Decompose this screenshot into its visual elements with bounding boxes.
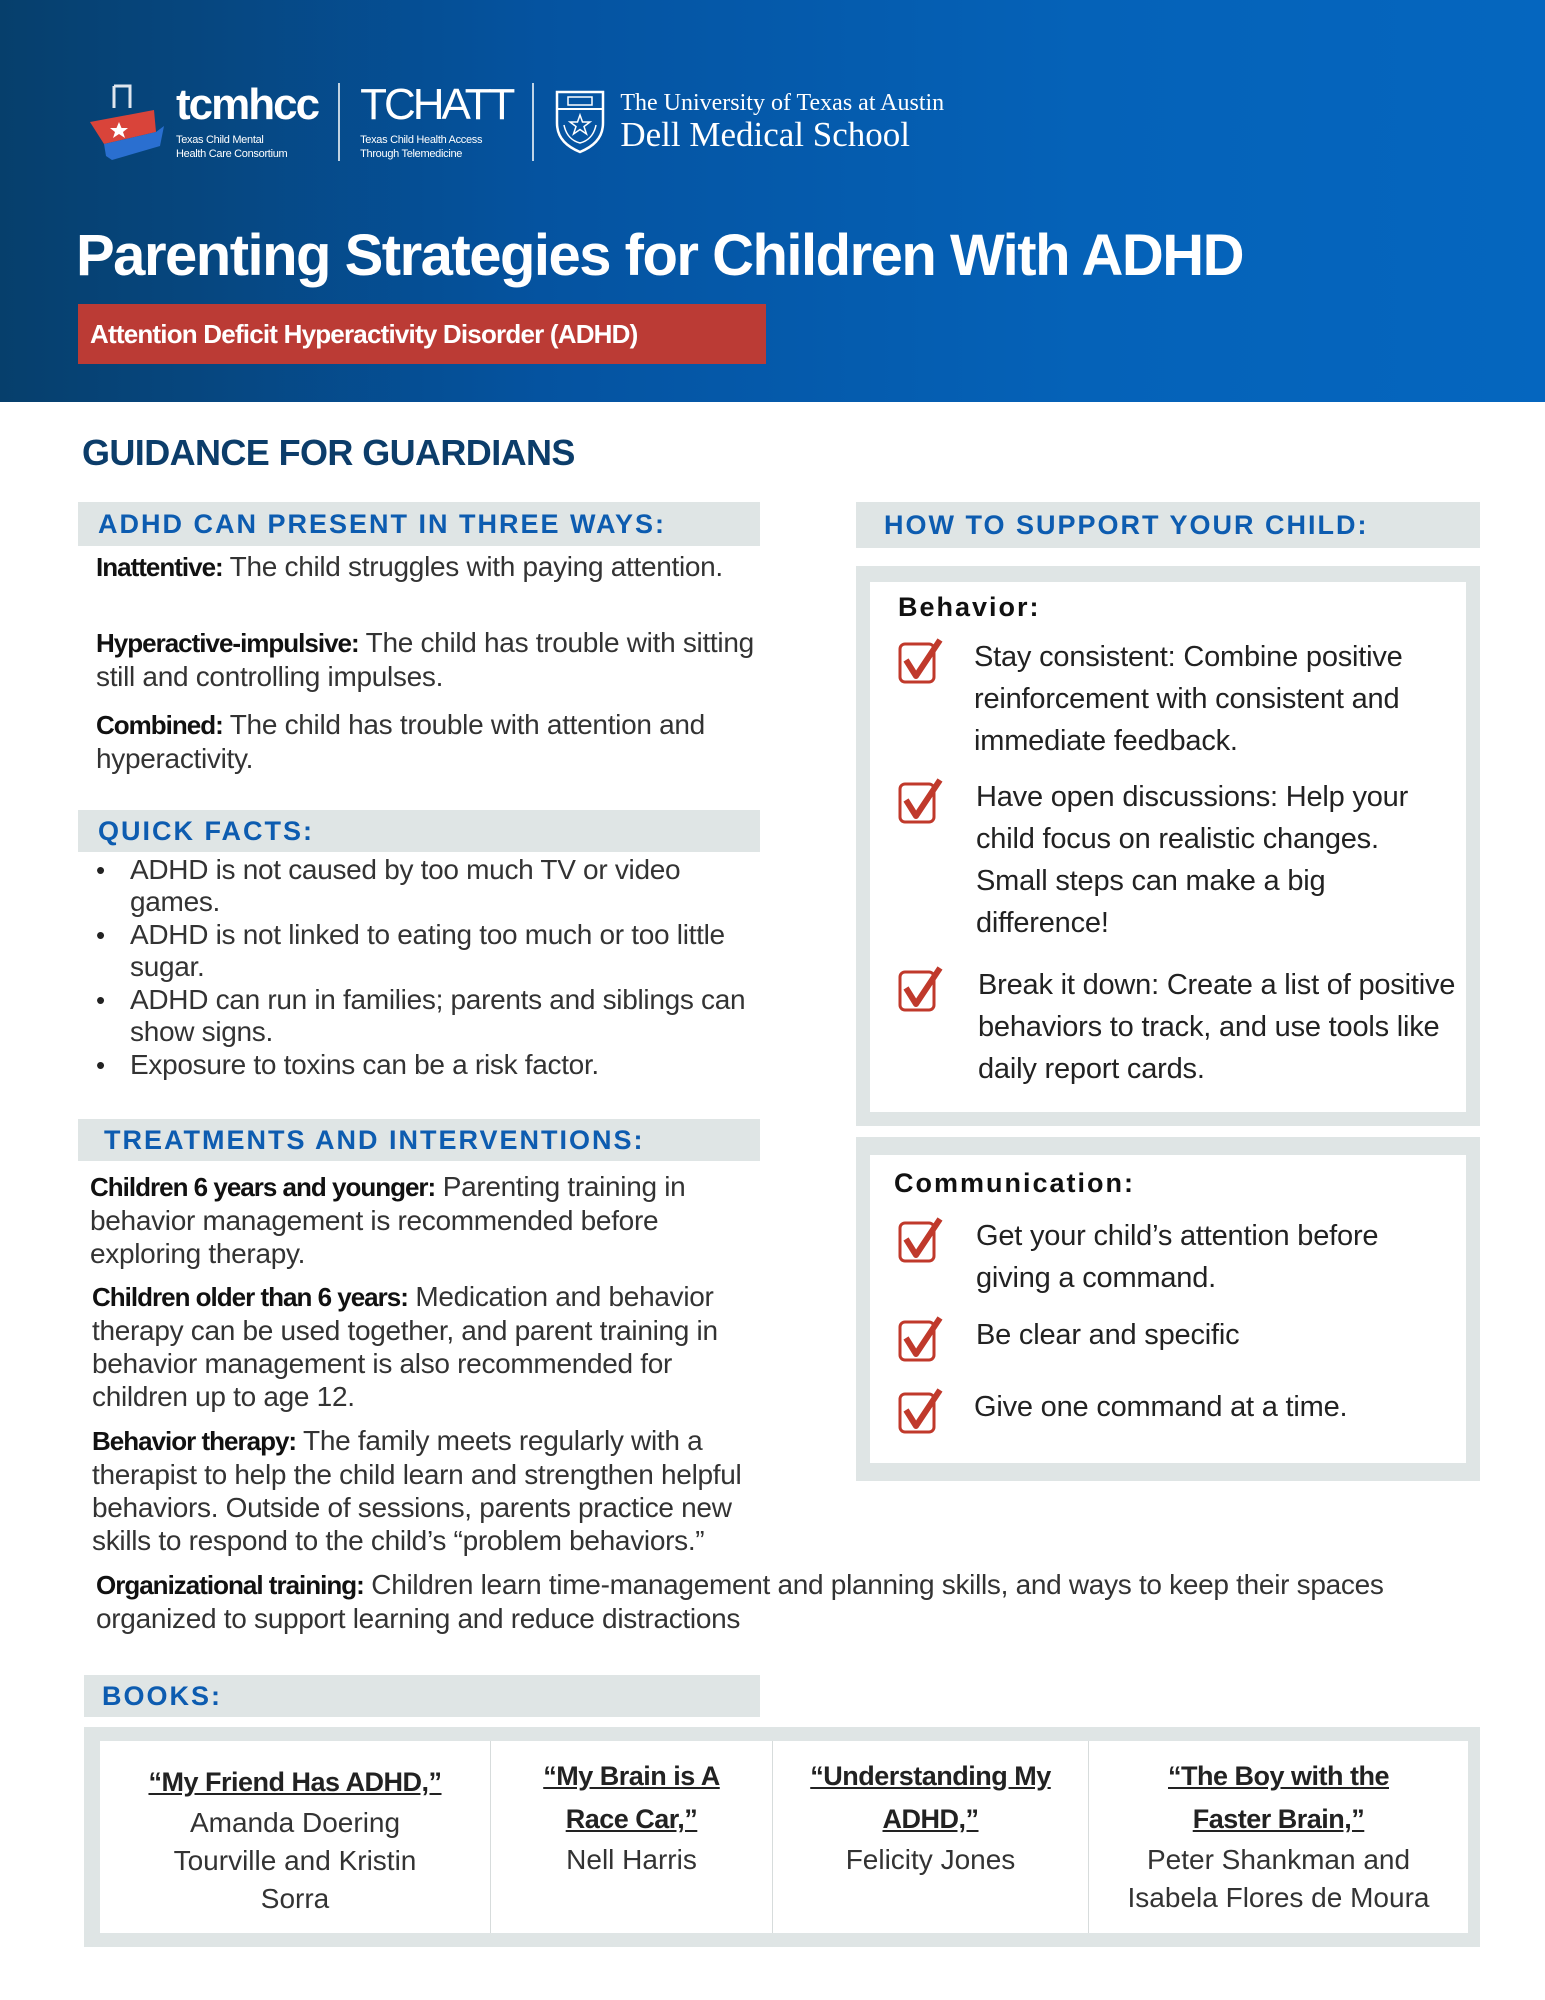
books-list [100, 1741, 1468, 1933]
book-item [1088, 1741, 1468, 1933]
checkbox-checked-icon [898, 1314, 944, 1364]
behavior-item [898, 964, 1458, 1090]
communication-heading: Communication: [894, 1168, 1135, 1198]
treatments-heading: TREATMENTS AND INTERVENTIONS: [78, 1119, 760, 1161]
treatment-label: Children 6 years and younger: [90, 1172, 436, 1202]
presentations-heading: ADHD CAN PRESENT IN THREE WAYS: [78, 502, 760, 546]
presentation-label: Hyperactive-impulsive: [96, 628, 359, 658]
treatment-text: The family meets regularly with a therapist to help the child learn and strengthen helpful behaviors. Outside of sessions, parents practice new skills to respond to the child’s “problem behaviors.” [92, 1425, 742, 1556]
communication-item [898, 1215, 1458, 1299]
ut-shield-icon [554, 89, 606, 155]
guidance-title: GUIDANCE FOR GUARDIANS [82, 432, 575, 473]
presentation-inattentive [96, 550, 736, 584]
behavior-text: Have open discussions: Help your child focus on realistic changes. Small steps can make a big difference! [976, 781, 1409, 939]
treatment-text: Children learn time-management and planning skills, and ways to keep their spaces organized to support learning and reduce distractions [96, 1569, 1384, 1634]
communication-item [898, 1386, 1458, 1436]
presentation-text: The child has trouble with attention and hyperactivity. [96, 709, 705, 774]
behavior-heading: Behavior: [898, 592, 1041, 622]
fact-item: • ADHD is not linked to eating too much or too little sugar. [96, 919, 756, 983]
treatment-organizational [96, 1568, 1476, 1635]
tcmhcc-logo [86, 82, 318, 162]
book-author: Felicity Jones [845, 1844, 1016, 1875]
checkbox-checked-icon [898, 1215, 944, 1265]
treatment-label: Organizational training: [96, 1570, 364, 1600]
treatment-older [92, 1280, 760, 1413]
subtitle-badge: Attention Deficit Hyperactivity Disorder (ADHD) [78, 304, 766, 364]
behavior-item [898, 636, 1458, 762]
checkbox-checked-icon [898, 636, 944, 686]
book-item [100, 1741, 490, 1933]
tcmhcc-sub-2: Health Care Consortium [176, 148, 288, 160]
ut-line2: Dell Medical School [620, 115, 910, 154]
tchatt-sub-2: Through Telemedicine [360, 148, 463, 160]
communication-text: Give one command at a time. [974, 1391, 1348, 1423]
page-title: Parenting Strategies for Children With ADHD [76, 223, 1244, 288]
books-heading: BOOKS: [84, 1675, 760, 1717]
treatment-label: Behavior therapy: [92, 1426, 297, 1456]
quick-facts-list [96, 854, 756, 1082]
tchatt-name: TCHATT [360, 80, 513, 129]
checkbox-checked-icon [898, 1386, 944, 1436]
communication-item [898, 1314, 1458, 1364]
book-item [772, 1741, 1088, 1933]
treatment-label: Children older than 6 years: [92, 1282, 408, 1312]
communication-text: Be clear and specific [976, 1319, 1240, 1351]
tchatt-logo [360, 80, 513, 161]
book-title[interactable]: “My Friend Has ADHD,” [148, 1767, 442, 1797]
tchatt-sub-1: Texas Child Health Access [360, 134, 483, 146]
presentation-label: Combined: [96, 710, 223, 740]
quick-facts-heading: QUICK FACTS: [78, 810, 760, 852]
communication-text: Get your child’s attention before giving a command. [976, 1220, 1379, 1294]
support-heading: HOW TO SUPPORT YOUR CHILD: [856, 502, 1480, 548]
presentation-combined [96, 708, 756, 775]
book-title[interactable]: “My Brain is A Race Car,” [543, 1761, 720, 1834]
treatment-text: Parenting training in behavior management is recommended before exploring therapy. [90, 1171, 686, 1269]
treatment-young [90, 1170, 760, 1270]
treatment-text: Medication and behavior therapy can be used together, and parent training in behavior management is also recommended for children up to age 12. [92, 1281, 718, 1412]
fact-item: • ADHD is not caused by too much TV or video games. [96, 854, 756, 918]
behavior-text: Stay consistent: Combine positive reinforcement with consistent and immediate feedback. [974, 641, 1403, 757]
partner-logos [86, 82, 944, 162]
fact-item: • ADHD can run in families; parents and siblings can show signs. [96, 984, 756, 1048]
logo-divider [532, 83, 534, 161]
presentation-hyperactive [96, 626, 756, 693]
behavior-text: Break it down: Create a list of positive behaviors to track, and use tools like daily report cards. [978, 969, 1456, 1085]
presentation-text: The child struggles with paying attention. [222, 551, 723, 582]
header-banner [0, 0, 1545, 402]
checkbox-checked-icon [898, 776, 944, 826]
ut-dell-logo [554, 89, 944, 155]
book-author: Nell Harris [566, 1844, 697, 1875]
texas-map-icon [86, 82, 166, 162]
tcmhcc-sub-1: Texas Child Mental [176, 134, 264, 146]
book-title[interactable]: “Understanding My ADHD,” [810, 1761, 1051, 1834]
presentation-label: Inattentive: [96, 552, 223, 582]
checkbox-checked-icon [898, 964, 944, 1014]
behavior-item [898, 776, 1458, 944]
tcmhcc-name: tcmhcc [176, 80, 319, 129]
book-title[interactable]: “The Boy with the Faster Brain,” [1168, 1761, 1389, 1834]
book-author: Amanda Doering Tourville and Kristin Sorra [173, 1807, 417, 1914]
ut-line1: The University of Texas at Austin [620, 90, 945, 116]
book-item [490, 1741, 772, 1933]
presentation-text: The child has trouble with sitting still and controlling impulses. [96, 627, 754, 692]
fact-item: • Exposure to toxins can be a risk factor. [96, 1049, 756, 1081]
book-author: Peter Shankman and Isabela Flores de Moura [1127, 1844, 1430, 1913]
logo-divider [338, 83, 340, 161]
